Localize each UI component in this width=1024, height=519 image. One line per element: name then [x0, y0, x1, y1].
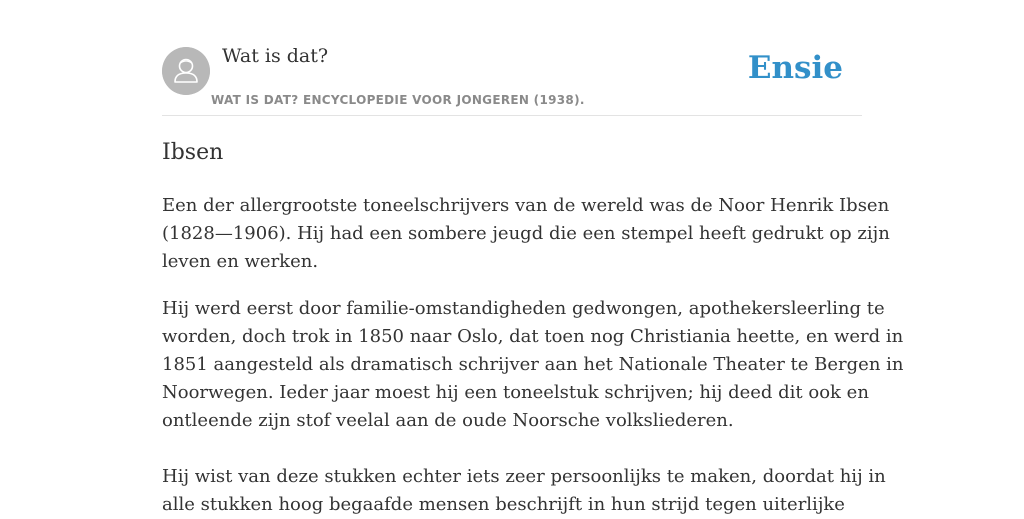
article-page — [162, 0, 904, 515]
article-paragraph — [162, 295, 904, 435]
paragraph-line: Noorwegen. Ieder jaar moest hij een toneelstuk schrijven; hij deed dit ook en — [162, 382, 869, 403]
user-avatar-icon — [162, 47, 210, 95]
paragraph-line: ontleende zijn stof veelal aan de oude Noorsche volksliederen. — [162, 410, 734, 431]
article-paragraph — [162, 192, 890, 276]
author-name[interactable]: Wat is dat? — [222, 45, 329, 67]
article-paragraph — [162, 463, 886, 519]
ensie-logo[interactable]: Ensie — [747, 50, 843, 86]
article-header — [162, 0, 862, 116]
paragraph-line: Hij wist van deze stukken echter iets zeer persoonlijks te maken, doordat hij in — [162, 466, 886, 487]
paragraph-line: alle stukken hoog begaafde mensen beschrijft in hun strijd tegen uiterlijke — [162, 494, 845, 515]
paragraph-line: leven en werken. — [162, 251, 319, 272]
article-title: Ibsen — [162, 140, 224, 165]
paragraph-line: (1828—1906). Hij had een sombere jeugd die een stempel heeft gedrukt op zijn — [162, 223, 890, 244]
paragraph-line: 1851 aangesteld als dramatisch schrijver aan het Nationale Theater te Bergen in — [162, 354, 904, 375]
author-avatar[interactable] — [162, 47, 210, 95]
paragraph-line: Een der allergrootste toneelschrijvers van de wereld was de Noor Henrik Ibsen — [162, 195, 890, 216]
paragraph-line: worden, doch trok in 1850 naar Oslo, dat toen nog Christiania heette, en werd in — [162, 326, 904, 347]
paragraph-line: Hij werd eerst door familie-omstandigheden gedwongen, apothekersleerling te — [162, 298, 885, 319]
source-label: WAT IS DAT? ENCYCLOPEDIE VOOR JONGEREN (1938). — [211, 93, 585, 107]
